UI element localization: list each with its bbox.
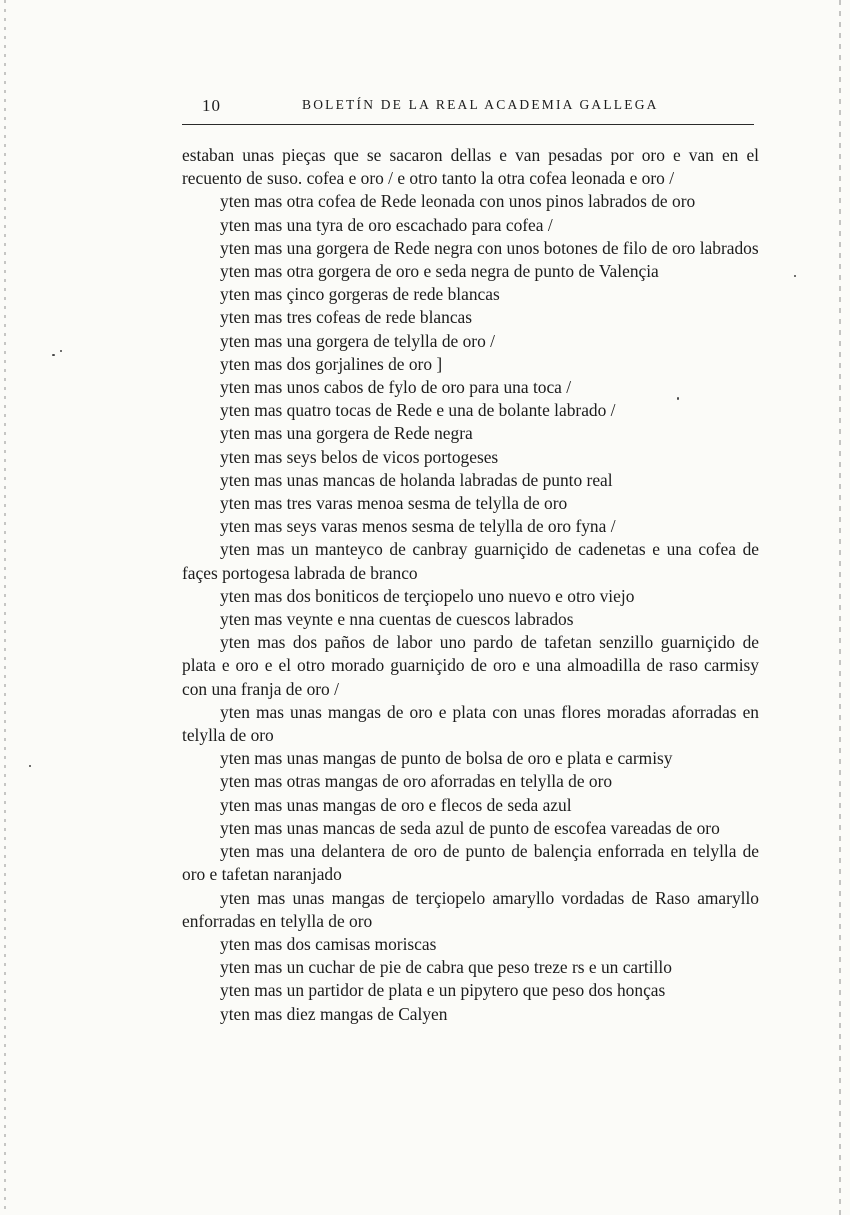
paragraph: yten mas un partidor de plata e un pipytero que peso dos honças bbox=[220, 980, 666, 1001]
paragraph: yten mas dos camisas moriscas bbox=[220, 933, 437, 954]
paragraph: yten mas unas mangas de oro e flecos de seda azul bbox=[220, 794, 572, 815]
scan-speck bbox=[52, 354, 55, 356]
paragraph: yten mas unas mangas de terçiopelo amaryllo vordadas de Raso amaryllo enforradas en telylla de oro bbox=[182, 887, 759, 931]
scan-edge-left bbox=[4, 0, 6, 1215]
paragraph: yten mas veynte e nna cuentas de cuescos labrados bbox=[220, 609, 574, 630]
paragraph: yten mas una gorgera de Rede negra bbox=[220, 423, 473, 444]
paragraph: yten mas un manteyco de canbray guarniçido de cadenetas e una cofea de façes portogesa labrada de branco bbox=[182, 539, 759, 583]
scan-speck bbox=[60, 350, 62, 352]
paragraph: yten mas una gorgera de Rede negra con unos botones de filo de oro labrados bbox=[220, 237, 759, 258]
paragraph: yten mas un cuchar de pie de cabra que peso treze rs e un cartillo bbox=[220, 957, 672, 978]
paragraph: yten mas dos gorjalines de oro ] bbox=[220, 353, 443, 374]
scan-speck bbox=[794, 275, 796, 277]
paragraph: yten mas unos cabos de fylo de oro para una toca / bbox=[220, 377, 572, 398]
paragraph: yten mas otra gorgera de oro e seda negra de punto de Valençia bbox=[220, 261, 659, 282]
page-number: 10 bbox=[202, 96, 221, 115]
paragraph: yten mas otra cofea de Rede leonada con unos pinos labrados de oro bbox=[220, 191, 696, 212]
page-header bbox=[182, 94, 754, 125]
paragraph: yten mas çinco gorgeras de rede blancas bbox=[220, 284, 500, 305]
scan-speck bbox=[29, 765, 31, 767]
paragraph: yten mas unas mancas de holanda labradas de punto real bbox=[220, 469, 613, 490]
scan-speck bbox=[677, 397, 679, 400]
paragraph: yten mas tres cofeas de rede blancas bbox=[220, 307, 473, 328]
paragraph: yten mas unas mancas de seda azul de punto de escofea vareadas de oro bbox=[220, 817, 720, 838]
paragraph: yten mas quatro tocas de Rede e una de bolante labrado / bbox=[220, 400, 616, 421]
body-text bbox=[182, 144, 759, 1026]
paragraph: yten mas una gorgera de telylla de oro / bbox=[220, 330, 495, 351]
scan-edge-right bbox=[839, 0, 841, 1215]
running-title: BOLETÍN DE LA REAL ACADEMIA GALLEGA bbox=[302, 97, 659, 112]
paragraph: yten mas diez mangas de Calyen bbox=[220, 1003, 448, 1024]
paragraph: yten mas unas mangas de oro e plata con unas flores moradas aforradas en telylla de oro bbox=[182, 701, 759, 746]
paragraph: yten mas seys varas menos sesma de telylla de oro fyna / bbox=[220, 516, 616, 537]
paragraph: yten mas otras mangas de oro aforradas en telylla de oro bbox=[220, 771, 613, 792]
paragraph: yten mas dos paños de labor uno pardo de tafetan senzillo guarniçido de plata e oro e el otro morado guarniçido de oro e una almoadilla de raso carmisy con una franja de oro / bbox=[182, 632, 759, 699]
paragraph: yten mas tres varas menoa sesma de telylla de oro bbox=[220, 493, 568, 514]
paragraph: yten mas una tyra de oro escachado para cofea / bbox=[220, 214, 553, 235]
paragraph: yten mas una delantera de oro de punto de balençia enforrada en telylla de oro e tafetan naranjado bbox=[182, 841, 759, 885]
paragraph: yten mas dos boniticos de terçiopelo uno nuevo e otro viejo bbox=[220, 585, 635, 606]
paragraph: yten mas seys belos de vicos portogeses bbox=[220, 446, 499, 467]
paragraph: yten mas unas mangas de punto de bolsa de oro e plata e carmisy bbox=[220, 748, 673, 769]
paragraph: estaban unas pieças que se sacaron dellas e van pesadas por oro e van en el recuento de suso. cofea e oro / e otro tanto la otra cofea leonada e oro / bbox=[182, 145, 759, 189]
